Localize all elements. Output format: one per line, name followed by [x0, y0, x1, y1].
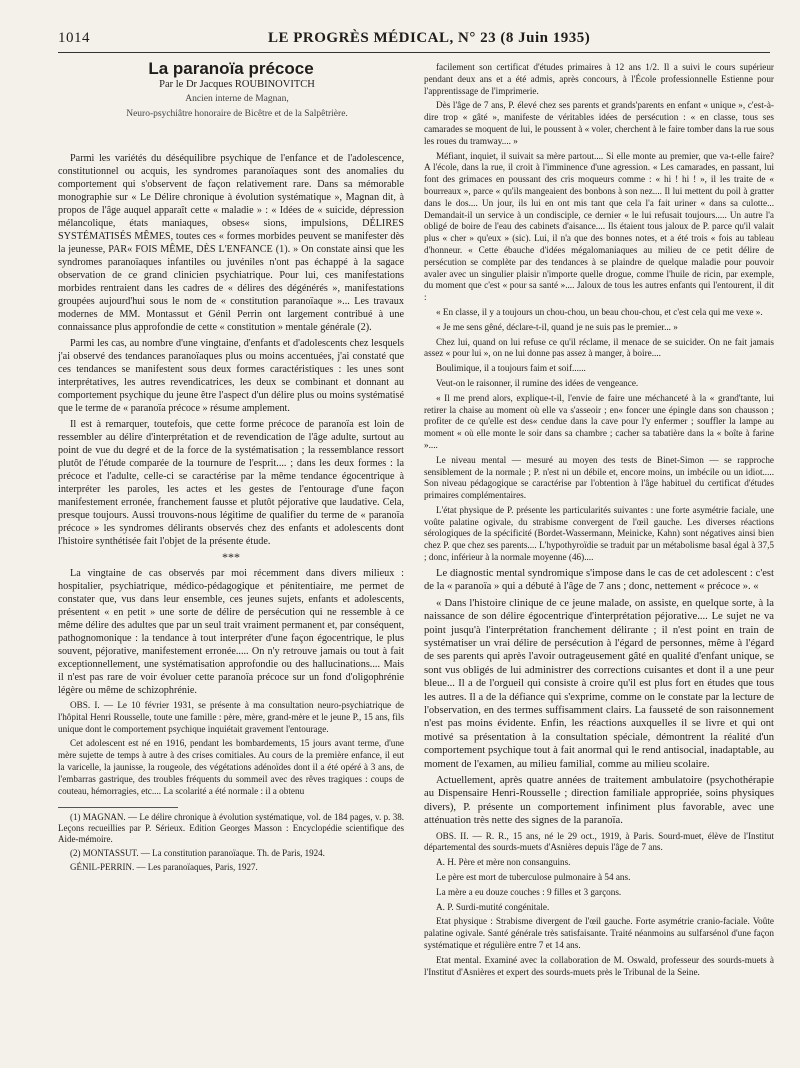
mental-level-paragraph: Le niveau mental — mesuré au moyen des tests de Binet-Simon — se rapproche sensiblement de la normale ; P. n'est ni un débile et, encore moins, un imbécile ou un idiot..... Son niveau pédagogique se caractérise par l'obtention à l'âge habituel du certificat d'études primaires complémentaires. — [424, 454, 774, 501]
running-title: LE PROGRÈS MÉDICAL, N° 23 (8 Juin 1935) — [268, 30, 591, 46]
quote-line: Chez lui, quand on lui refuse ce qu'il réclame, il menace de se suicider. On ne fait jamais assez « pour lui », on ne lui donne pas assez à manger, à boire.... — [424, 336, 774, 359]
paragraph-cases: Parmi les cas, au nombre d'une vingtaine, d'enfants et d'adolescents chez lesquels j'ai observé des tendances paranoïaques plus ou moins accentuées, j'ai constaté que ces tendances se manifestent sous deux formes caractéristiques : les unes sont interprétatives, les autres revendicatrices, les deux se combinant et donnant au comportement psychique du jeune être l'aspect d'un délire plus ou moins systématisé que le terme de « paranoïa précoce » résume amplement. — [58, 338, 404, 414]
article-title: La paranoïa précoce — [148, 62, 314, 78]
paragraph-remark: Il est à remarquer, toutefois, que cette forme précoce de paranoïa est loin de ressembler au délire d'interprétation et de revendication de l'âge adulte, surtout au point de vue du degré et de la force de la systématisation ; la ressemblance ressort plutôt de l'étude comparée de la tournure de l'esprit.... ; dans les deux formes : la précoce et l'adulte, celle-ci se caractérise par la même tendance égocentrique à interpréter les paroles, les actes et les gestes de l'entourage d'une façon manifestement erronée, franchement fausse et plutôt péjorative que laudative. Cela, presque toujours. Aussi trouvons-nous légitime de qualifier du terme de « paranoïa précoce » les syndromes délirants observés chez des enfants et adolescents dont l'histoire synthétisée fait l'objet de la présente étude. — [58, 419, 404, 547]
observation-2-line: Etat physique : Strabisme divergent de l'œil gauche. Forte asymétrie cranio-faciale. Voûte palatine ogivale. Santé générale très satisfaisante. Traité néanmoins au sulfarsénol d'une façon systématique et régulière entre 7 et 14 ans. — [424, 916, 774, 950]
affiliation — [58, 94, 404, 120]
history-paragraph: Dès l'âge de 7 ans, P. élevé chez ses parents et grands'parents en enfant « unique », c'est-à-dire trop « gâté », manifeste de véritables idées de persécution : « en classe, tous ses camarades se moquent de lui, le poussent à « voler, cherchent à le faire tomber dans la rue sous les roues du tramway.... » — [424, 100, 774, 146]
quote-line: Boulimique, il a toujours faim et soif...... — [436, 363, 586, 374]
observation-2-heading: OBS. II. — R. R., 15 ans, né le 29 oct., 1919, à Paris. Sourd-muet, élève de l'Institut départemental des sourds-muets d'Asnières depuis l'âge de 7 ans. — [424, 830, 774, 853]
treatment-paragraph: Actuellement, après quatre années de traitement ambulatoire (psychothérapie au Dispensaire Henri-Rousselle ; direction familiale appropriée, soins physiques divers), P. présente un comportement infiniment plus favorable, avec une atténuation très nette des signes de la paranoïa. — [424, 774, 774, 827]
diagnosis-paragraph: Le diagnostic mental syndromique s'impose dans le cas de cet adolescent : c'est de la « paranoïa » qui a débuté à l'âge de 7 ans ; donc, nettement « précoce ». « — [424, 567, 774, 593]
continuation-paragraph: facilement son certificat d'études primaires à 12 ans 1/2. Il a suivi le cours supérieur pendant deux ans et a été admis, après concours, à l'École professionnelle Estienne pour l'apprentissage de l'imprimerie. — [424, 62, 774, 96]
affiliation-line-2: Neuro-psychiâtre honoraire de Bicêtre et de la Salpêtrière. — [126, 108, 348, 119]
observation-2-line: Le père est mort de tuberculose pulmonaire à 54 ans. — [436, 871, 631, 882]
quote-line: « En classe, il y a toujours un chou-chou, un beau chou-chou, et c'est cela qui me vexe ». — [436, 306, 763, 317]
section-separator: *** — [222, 550, 240, 564]
byline: Par le Dr Jacques ROUBINOVITCH — [159, 79, 315, 90]
footnote-rule — [58, 807, 178, 808]
observation-1-text: Cet adolescent est né en 1916, pendant les bombardements, 15 jours avant terme, d'une mère sujette de temps à autre à des crises comitiales. Au cours de la première enfance, il eut la varicelle, la jaunisse, la rougeole, des végétations adénoïdes dont il a été opéré à 3 ans, de l'embarras gastrique, des troubles fréquents du sommeil avec des rêves tragiques : coups de couteau, hémorragies, etc.... La scolarité a été normale : il a obtenu — [58, 738, 404, 796]
observation-2-line: La mère a eu douze couches : 9 filles et 3 garçons. — [436, 886, 622, 897]
clinical-history-paragraph: « Dans l'histoire clinique de ce jeune malade, on assiste, en quelque sorte, à la naissance de son délire égocentrique d'interprétation péjorative.... Le sujet ne va point jusqu'à l'interprétation franchement délirante ; il n'est point en train de systématiser un vrai délire de persécution à l'égard de personnes, même à l'égard de ses parents qui après l'avoir outrageusement gâté en qualité d'enfant unique, se sont vus obligés de lui administrer des corrections cuisantes et dont il a une peur bleue... Il a de l'orgueil qui consiste à croire qu'il est plus fort en études que tous les autres. Il a de la défiance qui s'exprime, comme on le constate par la lecture de l'observation, en des termes suffisamment clairs. La fausseté de son raisonnement n'est pas moins évidente. Enfin, les réactions auxquelles il se livre et qui ont motivé sa présentation à la consultation spéciale, démontrent la réalité d'un comportement psychique tout à fait anormal qui le rend antisocial, inadaptable, au moment de l'examen, au milieu familial, comme au milieu scolaire. — [424, 597, 774, 770]
observation-1-heading: OBS. I. — Le 10 février 1931, se présente à ma consultation neuro-psychiatrique de l'hôpital Henri Rousselle, toute une famille : père, mère, grand-mère et le jeune P., 15 ans, fils unique dont le comportement psychique inquiétait gravement l'entourage. — [58, 700, 404, 734]
paragraph-intro: Parmi les variétés du déséquilibre psychique de l'enfance et de l'adolescence, constitutionnel ou acquis, les syndromes paranoïaques sont des anomalies du comportement qui s'observent de façon relativement rare. Dans sa mémorable monographie sur « Le Délire chronique à évolution systématique », Magnan dit, à propos de l'âge auquel apparaît cette « maladie » : « Idées de « suicide, dépression mélancolique, états maniaques, obses« sions, impulsions, DÉLIRES SYSTÉMATISÉS MÊMES, toutes ces « formes morbides peuvent se manifester dès la jeunesse, PAR« FOIS MÊME, DÈS L'ENFANCE (1). » On constate ainsi que les syndromes paranoïaques infantiles ou juvéniles n'ont pas échappé à la sagace observation de ce grand clinicien psychiatrique. Pour lui, ces manifestations morbides rentraient dans les cadres de « délires des dégénérés », manifestations groupées aujourd'hui sous le nom de « constitution paranoïaque »... Les travaux modernes de MM. Montassut et Génil Perrin ont largement contribué à une connaissance plus approfondie de cette « constitution » mentale générale (2). — [58, 153, 404, 333]
page-header — [58, 30, 770, 52]
observation-2-line: Etat mental. Examiné avec la collaboration de M. Oswald, professeur des sourds-muets à l'Institut d'Asnières et expert des sourds-muets près le Tribunal de la Seine. — [424, 954, 774, 977]
footnote-2: (2) MONTASSUT. — La constitution paranoïaque. Th. de Paris, 1924. — [70, 848, 325, 859]
observation-2-line: A. H. Père et mère non consanguins. — [436, 857, 571, 868]
right-column — [424, 62, 774, 1022]
behavior-paragraph: Méfiant, inquiet, il suivait sa mère partout.... Si elle monte au premier, que va-t-elle faire? A l'école, dans la rue, il croit à l'imminence d'une agression. « Les camarades, en passant, lui font des grimaces en poussant des cris moqueurs comme : « hi ! hi ! », il les traite de « bourreaux », parce « qu'ils mangeaient des bonbons à son nez.... Il lui mettent du poil à gratter dans le dos.... Un jour, ils lui en ont mis tant que cela l'a fait uriner « dans sa culotte... Demandait-il un service à un condisciple, ce dernier « le lui refusait toujours..... Un autre l'a obligé de boire de l'eau des cabinets d'aisance.... Ils étaient tous jaloux de P. parce qu'il valait plus « cher » qu'eux » (sic). Lui, il n'a que des bonnes notes, et a été trois « fois au tableau d'honneur. « Cette ébauche d'idées mégalomaniaques au milieu de ce petit délire de persécution se complète par des tendances à se plaindre de quelque maladie pour pouvoir avaler avec un singulier plaisir n'importe quelle drogue, comme l'huile de ricin, par exemple, du moment que c'est « pour sa santé ».... Jaloux de tous les autres enfants qui l'entourent, il dit : — [424, 150, 774, 303]
affiliation-line-1: Ancien interne de Magnan, — [185, 94, 289, 104]
observation-2-line: A. P. Surdi-mutité congénitale. — [436, 901, 550, 912]
quote-line: Veut-on le raisonner, il rumine des idées de vengeance. — [436, 377, 639, 388]
left-column — [58, 62, 404, 1022]
page-number: 1014 — [58, 30, 90, 46]
quote-line: « Il me prend alors, explique-t-il, l'envie de faire une méchanceté à la « grand'tante, lui retirer la chaise au moment où elle va s'asseoir ; en« foncer une épingle dans son chausson ; profiter de ce qu'elle est des« cendue dans la cave pour l'y enfermer ; souffler la lampe au moment « où elle monte le soir dans sa chambre ; cacher sa tabatière dans la « boîte à farine ».... — [424, 392, 774, 450]
footnote-1: (1) MAGNAN. — Le délire chronique à évolution systématique, vol. de 184 pages, v. p. 38. Leçons recueillies par P. Sérieux. Edition Georges Masson : Encyclopédie scientifique des Aide-mémoire. — [58, 812, 404, 845]
physical-state-paragraph: L'état physique de P. présente les particularités suivantes : une forte asymétrie faciale, une voûte palatine ogivale, du strabisme convergent de l'œil gauche. Les diverses réactions sérologiques de la spécificité (Bordet-Wassermann, Meinicke, Kahn) sont négatives ainsi bien chez P. que chez ses parents.... L'hypothyroïdie se traduit par un métabolisme basal égal à 37,5 ; donc, inférieur à la normale moyenne (46).... — [424, 504, 774, 563]
header-rule — [58, 52, 770, 53]
footnote-3: GÉNIL-PERRIN. — Les paranoïaques, Paris, 1927. — [70, 862, 258, 873]
quote-line: « Je me sens gêné, déclare-t-il, quand je ne suis pas le premier... » — [436, 321, 678, 332]
paragraph-observations: La vingtaine de cas observés par moi récemment dans divers milieux : hospitalier, psychiatrique, médico-pédagogique et pénitentiaire, me permet de constater que, vus dans leur ensemble, ces jeunes sujets, enfants et adolescents, présentent « en petit » une sorte de délire de persécution qui ne ressemble à ce même délire des adultes que par un seul trait vraiment permanent et, par conséquent, pathognomonique : la tendance à tout interpréter d'une façon égocentrique, le plus souvent, péjorative, manifestement erronée..... On n'y retrouve jamais ou tout à fait exceptionnellement, une systématisation approfondie ou des hallucinations.... Mais il n'est pas rare de voir évoluer cette paranoïa précoce sur un fond d'oligophrénie légère ou même de schizophrénie. — [58, 568, 404, 696]
